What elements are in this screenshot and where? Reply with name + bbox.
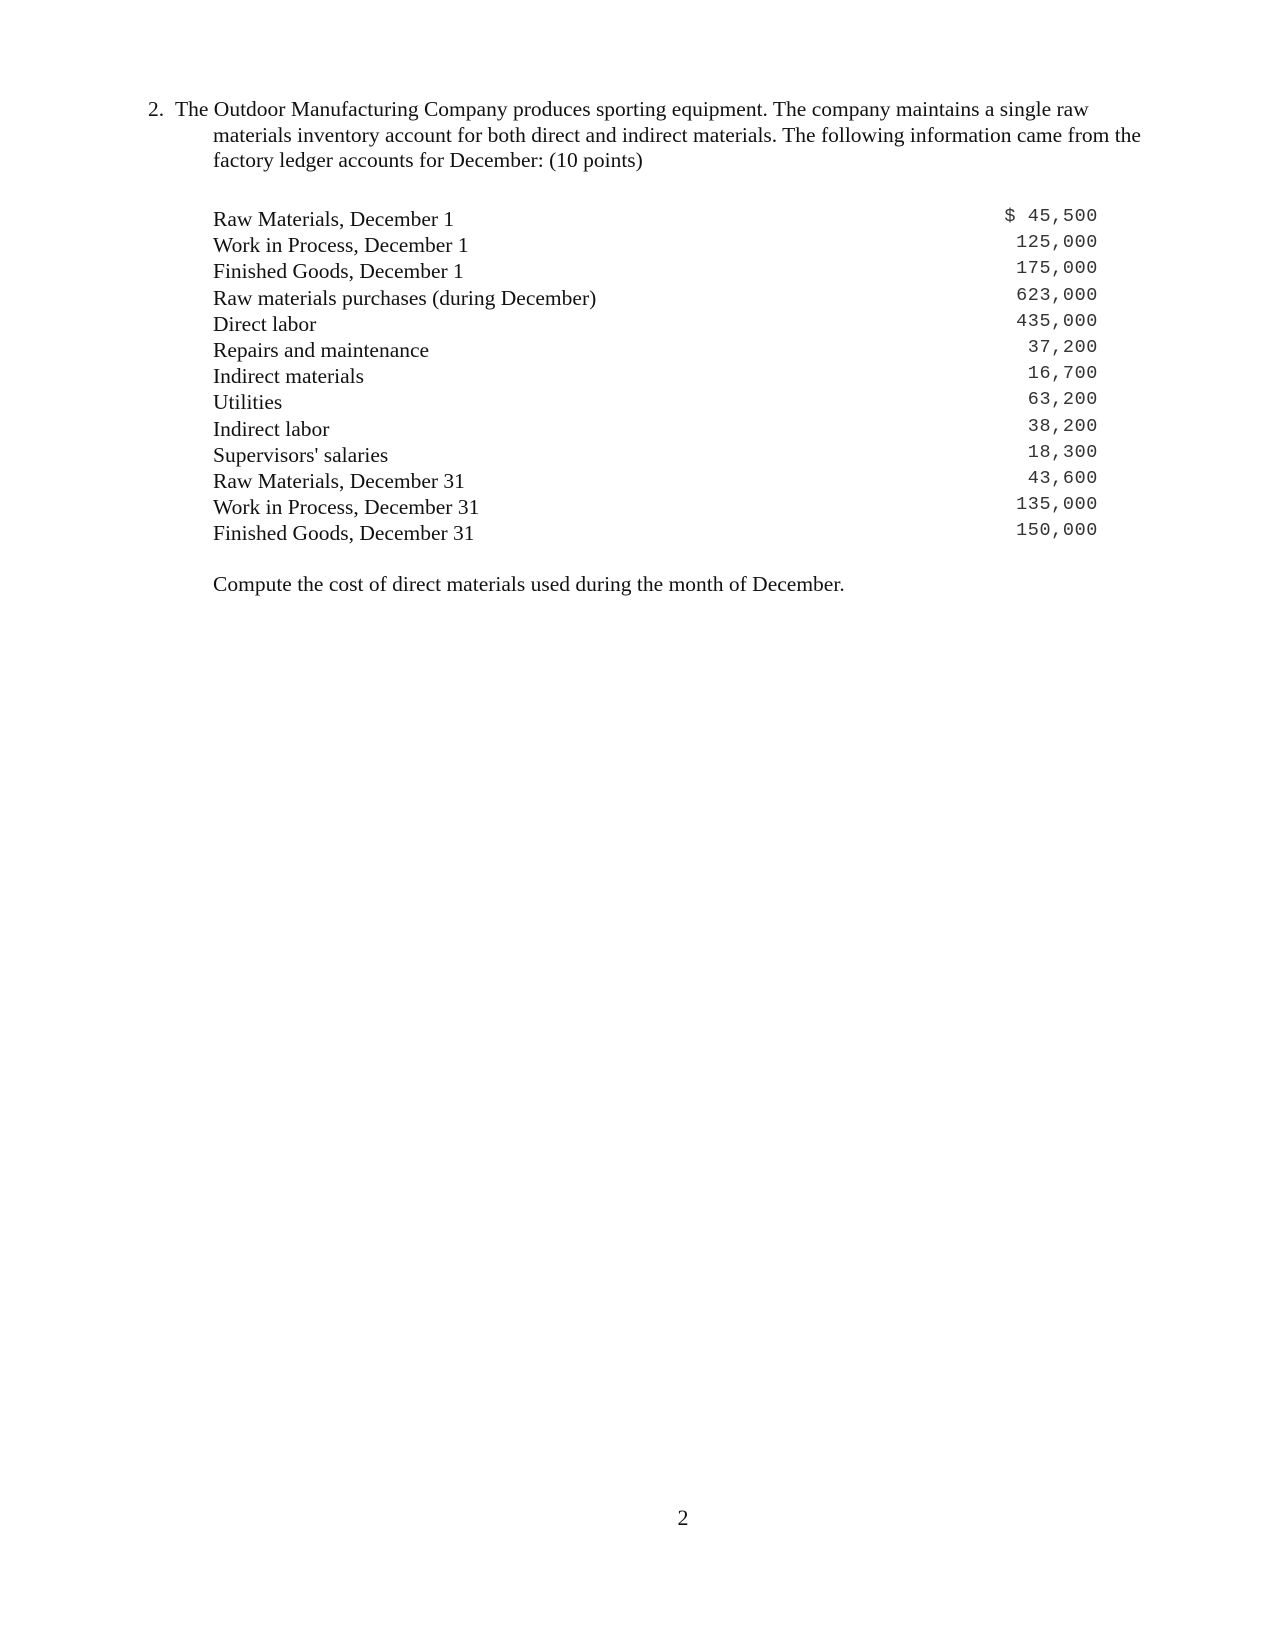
ledger-label: Raw materials purchases (during December) (213, 285, 597, 310)
ledger-label: Raw Materials, December 1 (213, 207, 455, 231)
instruction-text: Compute the cost of direct materials used during the month of December. (213, 572, 845, 596)
ledger-row (213, 232, 1098, 258)
ledger-amount: 435,000 (1016, 310, 1098, 332)
ledger-label: Work in Process, December 31 (213, 495, 480, 520)
question-number: 2. (148, 97, 165, 121)
ledger-row (213, 363, 1098, 389)
ledger-amount: 135,000 (1016, 494, 1098, 516)
ledger-amount: 18,300 (1027, 441, 1098, 463)
ledger-label: Work in Process, December 1 (213, 233, 469, 258)
ledger-label: Supervisors' salaries (213, 442, 389, 467)
ledger-row (213, 442, 1098, 468)
ledger-label: Utilities (213, 390, 283, 415)
ledger-amount: $ 45,500 (1004, 206, 1098, 227)
ledger-row (213, 285, 1098, 311)
ledger-label: Indirect materials (213, 364, 365, 389)
ledger-label: Repairs and maintenance (213, 337, 430, 362)
question-text (175, 97, 1148, 174)
question-block (148, 97, 1148, 174)
ledger-row (213, 311, 1098, 337)
ledger-row (213, 520, 1098, 546)
ledger-row (213, 416, 1098, 442)
ledger-row (213, 468, 1098, 494)
ledger-amount: 150,000 (1016, 520, 1098, 542)
ledger-amount: 623,000 (1016, 284, 1098, 306)
ledger-amount: 63,200 (1027, 389, 1098, 411)
ledger-row (213, 494, 1098, 520)
ledger-label: Direct labor (213, 311, 317, 336)
ledger-label: Indirect labor (213, 416, 330, 441)
ledger-amount: 16,700 (1027, 363, 1098, 385)
ledger-label: Finished Goods, December 31 (213, 521, 475, 546)
question-text-content: The Outdoor Manufacturing Company produces sporting equipment. The company maintains a single raw materials inventory account for both direct and indirect materials. The following information came from the factory ledger accounts for December: (10 points) (175, 97, 1141, 172)
ledger-amount: 175,000 (1016, 258, 1098, 280)
ledger-amount: 37,200 (1027, 336, 1098, 358)
ledger-table (213, 206, 1098, 546)
ledger-amount: 43,600 (1027, 467, 1098, 489)
ledger-row (213, 258, 1098, 284)
ledger-label: Finished Goods, December 1 (213, 259, 464, 284)
page-number: 2 (677, 1505, 689, 1530)
ledger-label: Raw Materials, December 31 (213, 468, 465, 493)
ledger-row (213, 337, 1098, 363)
ledger-row (213, 389, 1098, 415)
ledger-row (213, 206, 1098, 232)
ledger-amount: 38,200 (1027, 415, 1098, 437)
ledger-amount: 125,000 (1016, 232, 1098, 254)
